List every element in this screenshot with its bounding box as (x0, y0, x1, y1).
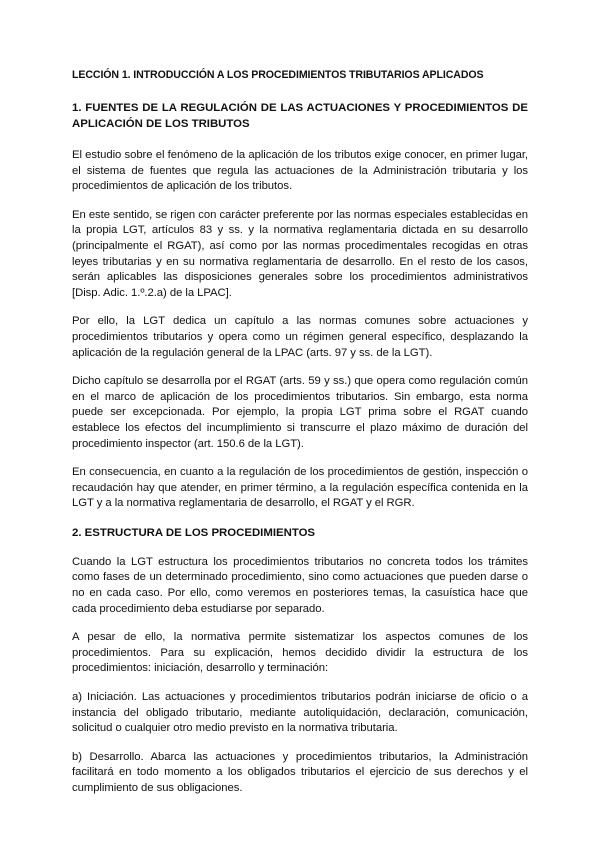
paragraph: En consecuencia, en cuanto a la regulación de los procedimientos de gestión, inspección o recaudación hay que atender, en primer término, a la regulación específica contenida en la LGT y a la normativa reglamentaria de desarrollo, el RGAT y el RGR. (72, 466, 528, 510)
paragraph: A pesar de ello, la normativa permite sistematizar los aspectos comunes de los procedimientos. Para su explicación, hemos decidido dividir la estructura de los procedimientos: iniciación, desarrollo y terminación: (72, 631, 528, 675)
section-title: 1. FUENTES DE LA REGULACIÓN DE LAS ACTUACIONES Y PROCEDIMIENTOS DE APLICACIÓN DE LOS TRIBUTOS (72, 102, 528, 130)
section-fuentes (72, 100, 528, 512)
section-title: 2. ESTRUCTURA DE LOS PROCEDIMIENTOS (72, 526, 316, 539)
paragraph: a) Iniciación. Las actuaciones y procedimientos tributarios podrán iniciarse de oficio o a instancia del obligado tributario, mediante autoliquidación, declaración, comunicación, solicitud o cualquier otro medio previsto en la normativa tributaria. (72, 691, 528, 735)
paragraph: El estudio sobre el fenómeno de la aplicación de los tributos exige conocer, en primer lugar, el sistema de fuentes que regula las actuaciones de la Administración tributaria y los procedimientos de aplicación de los tributos. (72, 149, 528, 193)
paragraph: Por ello, la LGT dedica un capítulo a las normas comunes sobre actuaciones y procedimientos tributarios y opera como un régimen general específico, desplazando la aplicación de la regulación general de la LPAC (arts. 97 y ss. de la LGT). (72, 315, 528, 359)
section-estructura (72, 525, 528, 797)
paragraph: Dicho capítulo se desarrolla por el RGAT (arts. 59 y ss.) que opera como regulación común en el marco de aplicación de los procedimientos tributarios. Sin embargo, esta norma puede ser excepcionada. Por ejemplo, la propia LGT prima sobre el RGAT cuando establece los efectos del incumplimiento si transcurre el plazo máximo de duración del procedimiento inspector (art. 150.6 de la LGT). (72, 375, 528, 450)
document-page (72, 68, 528, 810)
lesson-title: LECCIÓN 1. INTRODUCCIÓN A LOS PROCEDIMIENTOS TRIBUTARIOS APLICADOS (72, 69, 484, 81)
paragraph: Cuando la LGT estructura los procedimientos tributarios no concreta todos los trámites como fases de un determinado procedimiento, sino como actuaciones que pueden darse o no en cada caso. Por ello, como veremos en posteriores temas, la casuística hace que cada procedimiento deba estudiarse por separado. (72, 555, 528, 615)
paragraph: b) Desarrollo. Abarca las actuaciones y procedimientos tributarios, la Administración facilitará en todo momento a los obligados tributarios el ejercicio de sus derechos y el cumplimiento de sus obligaciones. (72, 750, 528, 794)
paragraph: En este sentido, se rigen con carácter preferente por las normas especiales establecidas en la propia LGT, artículos 83 y ss. y la normativa reglamentaria dictada en su desarrollo (principalmente el RGAT), así como por las normas procedimentales recogidas en otras leyes tributarias y en su normativa reglamentaria de desarrollo. En el resto de los casos, serán aplicables las disposiciones generales sobre los procedimientos administrativos [Disp. Adic. 1.º.2.a) de la LPAC]. (72, 208, 528, 299)
